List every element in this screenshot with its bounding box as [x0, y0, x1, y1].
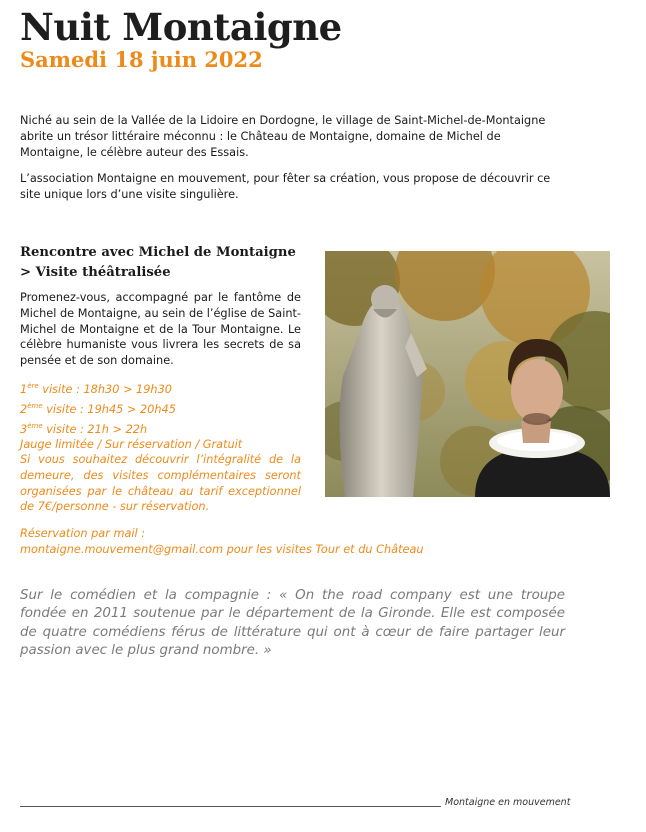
visit-item-1: 1ère visite : 18h30 > 19h30 [20, 382, 172, 396]
actor-statue-photo [325, 251, 610, 497]
footer-text: Montaigne en mouvement [445, 797, 571, 808]
event-date: Samedi 18 juin 2022 [20, 47, 263, 72]
visit-capacity: Jauge limitée / Sur réservation / Gratuit [20, 438, 243, 452]
intro-paragraph-1: Niché au sein de la Vallée de la Lidoire en Dordogne, le village de Saint-Michel-de-Montaigne abrite un trésor littéraire méconnu : le Château de Montaigne, domaine de Michel de Montaigne, le célèbre auteur des Essais. [20, 114, 546, 159]
section-heading-title: Rencontre avec Michel de Montaigne [20, 245, 296, 260]
reservation-email[interactable]: montaigne.mouvement@gmail.com pour les visites Tour et du Château [20, 542, 424, 556]
visit-schedule [20, 378, 242, 453]
footer-divider [20, 806, 441, 807]
extra-visits-info: Si vous souhaitez découvrir l’intégralité de la demeure, des visites complémentaires seront organisées par le château au tarif exceptionnel de 7€/personne - sur réservation. [20, 453, 301, 514]
intro-paragraph-2: L’association Montaigne en mouvement, pour fêter sa création, vous propose de découvrir ce site unique lors d’une visite singulière. [20, 172, 551, 201]
section-body: Promenez-vous, accompagné par le fantôme de Michel de Montaigne, au sein de l’église de Saint-Michel de Montaigne et de la Tour Montaigne. Le célèbre humaniste vous livrera les secrets de sa pensée et de son domaine. [20, 291, 301, 368]
visit-item-2: 2ème visite : 19h45 > 20h45 [20, 401, 176, 416]
visit-item-3: 3ème visite : 21h > 22h [20, 421, 148, 436]
section-heading-subtitle: > Visite théâtralisée [20, 264, 171, 280]
reservation-info [20, 526, 424, 558]
page-title: Nuit Montaigne [20, 5, 342, 49]
section-heading [20, 243, 296, 282]
company-note: Sur le comédien et la compagnie : « On the road company est une troupe fondée en 2011 soutenue par le département de la Gironde. Elle est composée de quatre comédiens férus de littérature qui ont à cœur de faire partager leur passion avec le plus grand nombre. » [20, 588, 565, 658]
reservation-label: Réservation par mail : [20, 527, 146, 540]
